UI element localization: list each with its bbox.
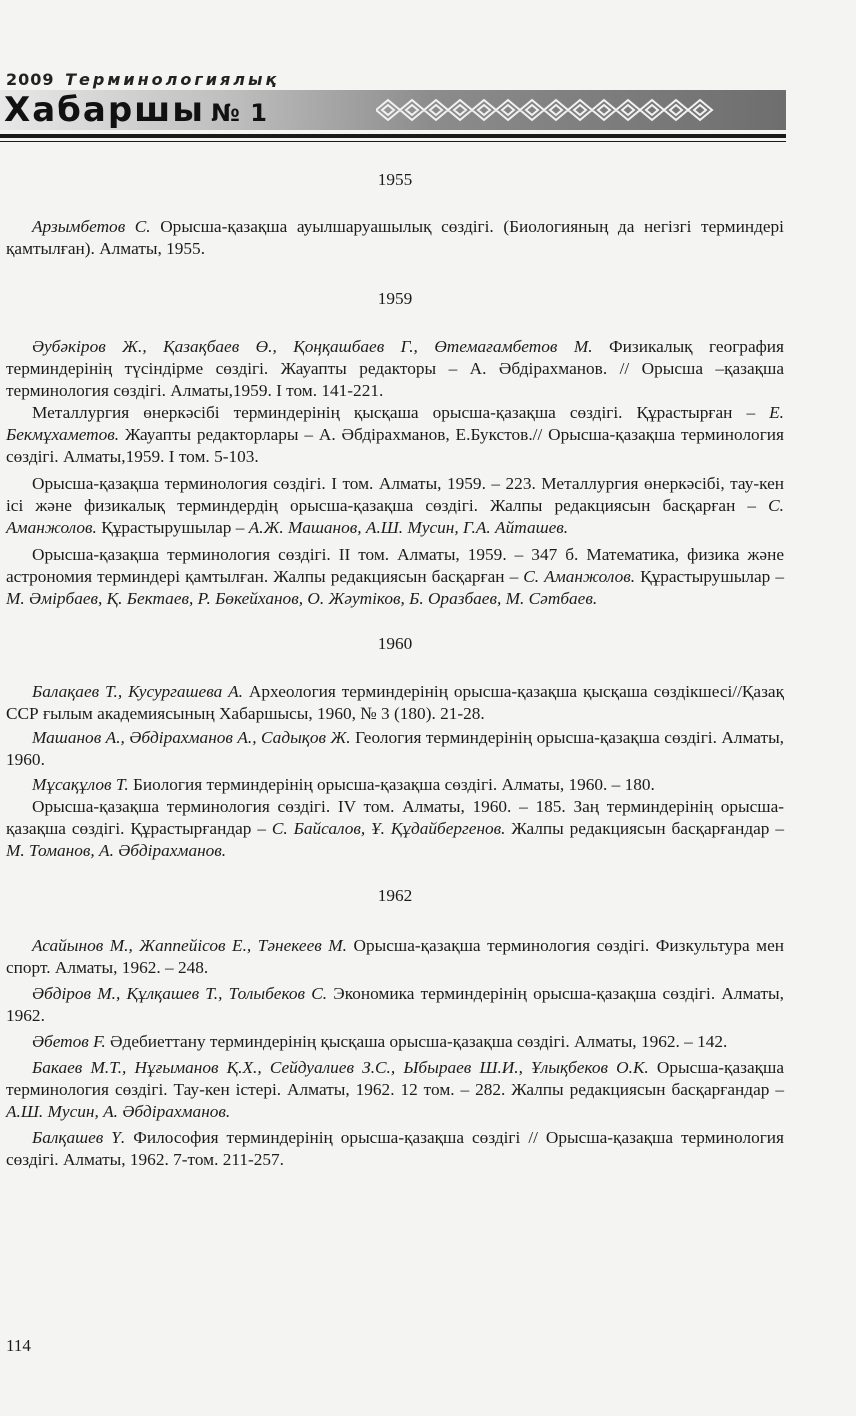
header-rule-thin	[0, 141, 786, 142]
entry-author-2: А.Ш. Мусин, А. Әбдірахманов.	[6, 1102, 231, 1121]
bib-entry	[6, 983, 784, 1027]
section-1959	[6, 288, 784, 610]
entry-text: Физикалық география терминдерінің түсіндірме сөздігі. Жауапты редакторы – А. Әбдірахманов. // Орысша –қазақша терминология сөздігі. Алматы,1959. I том. 141-221.	[6, 337, 785, 400]
bib-entry	[6, 402, 784, 468]
bib-entry	[6, 544, 784, 610]
entry-text: Экономика терминдерінің орысша-қазақша сөздігі. Алматы, 1962.	[6, 984, 784, 1025]
header-year-line	[6, 70, 279, 89]
running-header	[0, 68, 856, 158]
entry-author-2: А.Ж. Машанов, А.Ш. Мусин, Г.А. Айташев.	[248, 518, 569, 537]
entry-text: Биология терминдерінің орысша-қазақша сөздігі. Алматы, 1960. – 180.	[128, 775, 655, 794]
entry-author: Бакаев М.Т., Нұғыманов Қ.Х., Сейдуалиев З.С., Ыбыраев Ш.И., Ұлықбеков О.К.	[32, 1058, 649, 1077]
header-rule-thick	[0, 134, 786, 138]
entry-author: Балақаев Т., Кусургашева А.	[32, 682, 243, 701]
entry-text-pre: Орысша-қазақша терминология сөздігі. IV том. Алматы, 1960. – 185. Заң терминдерінің орысша-қазақша сөздігі. Құрастырғандар –	[6, 797, 784, 838]
entry-author-2: М. Әмірбаев, Қ. Бектаев, Р. Бөкейханов, О. Жәутіков, Б. Оразбаев, М. Сәтбаев.	[6, 589, 598, 608]
entry-author: С. Байсалов, Ұ. Құдайбергенов.	[271, 819, 506, 838]
header-title-line	[4, 90, 268, 133]
bib-entry	[6, 473, 784, 539]
header-journal-word: Терминологиялық	[65, 70, 280, 89]
entry-author: Балқашев Ү.	[32, 1128, 126, 1147]
entry-author: Е. Бекмұхаметов.	[6, 403, 784, 444]
entry-text: Әдебиеттану терминдерінің қысқаша орысша-қазақша сөздігі. Алматы, 1962. – 142.	[105, 1032, 728, 1051]
bib-entry	[6, 774, 784, 796]
bib-entry	[6, 216, 784, 260]
entry-text-pre: Орысша-қазақша терминология сөздігі. I том. Алматы, 1959. – 223. Металлургия өнеркәсібі, тау-кен ісі және физикалық терминдердің орысша-қазақша сөздігі. Жалпы редакциясын басқарған –	[6, 474, 784, 515]
entry-text: Жауапты редакторлары – А. Әбдірахманов, Е.Букстов.// Орысша-қазақша терминология сөздігі. Алматы,1959. I том. 5-103.	[6, 425, 784, 466]
entry-text: Геология терминдерінің орысша-қазақша сөздігі. Алматы, 1960.	[6, 728, 784, 769]
bib-entry	[6, 727, 784, 771]
bibliography-body	[6, 165, 784, 1171]
entry-text: Философия терминдерінің орысша-қазақша сөздігі // Орысша-қазақша терминология сөздігі. Алматы, 1962. 7-том. 211-257.	[6, 1128, 784, 1169]
bib-entry	[6, 796, 784, 862]
entry-author: Әубәкіров Ж., Қазақбаев Ө., Қоңқашбаев Г., Өтемағамбетов М.	[32, 337, 593, 356]
entry-text: Құрастырушылар –	[96, 518, 249, 537]
entry-text-pre: Металлургия өнеркәсібі терминдерінің қысқаша орысша-қазақша сөздігі. Құрастырған –	[32, 403, 770, 422]
bib-entry	[6, 336, 784, 402]
section-1955	[6, 169, 784, 264]
entry-author: С. Аманжолов.	[6, 496, 784, 537]
page-number: 114	[6, 1336, 31, 1355]
section-year: 1959	[377, 289, 413, 308]
bib-entry	[6, 1031, 784, 1053]
entry-author: Машанов А., Әбдірахманов А., Садықов Ж.	[32, 728, 351, 747]
journal-title: Хабаршы	[4, 90, 206, 130]
entry-author: Арзымбетов С.	[32, 217, 151, 236]
bib-entry	[6, 1057, 784, 1123]
entry-author-2: М. Томанов, А. Әбдірахманов.	[6, 841, 227, 860]
section-year: 1962	[377, 886, 413, 905]
entry-author: Асайынов М., Жаппейісов Е., Тәнекеев М.	[32, 936, 347, 955]
section-year: 1955	[377, 170, 413, 189]
entry-text: Құрастырушылар –	[635, 567, 784, 586]
section-1960	[6, 633, 784, 862]
entry-text-pre: Орысша-қазақша терминология сөздігі. II том. Алматы, 1959. – 347 б. Математика, физика және астрономия терминдері қамтылған. Жалпы редакциясын басқарған –	[6, 545, 784, 586]
entry-text: Орысша-қазақша терминология сөздігі. Физкультура мен спорт. Алматы, 1962. – 248.	[6, 936, 784, 977]
entry-text: Археология терминдерінің орысша-қазақша қысқаша сөздікшесі//Қазақ ССР ғылым академиясының Хабаршысы, 1960, № 3 (180). 21-28.	[6, 682, 784, 723]
bib-entry	[6, 681, 784, 725]
bib-entry	[6, 1127, 784, 1171]
entry-text: Орысша-қазақша терминология сөздігі. Тау-кен істері. Алматы, 1962. 12 том. – 282. Жалпы редакциясын басқарғандар –	[6, 1058, 784, 1099]
entry-text: Жалпы редакциясын басқарғандар –	[505, 819, 784, 838]
bib-entry	[6, 935, 784, 979]
entry-text: Орысша-қазақша ауылшаруашылық сөздігі. (Биологияның да негізгі терминдері қамтылған). Алматы, 1955.	[6, 217, 784, 258]
entry-author: Әбетов F.	[32, 1032, 106, 1051]
section-year: 1960	[377, 634, 413, 653]
header-year: 2009	[6, 70, 55, 89]
entry-author: Мұсақұлов Т.	[32, 775, 129, 794]
section-1962	[6, 885, 784, 1171]
entry-author: Әбдіров М., Құлқашев Т., Толыбеков С.	[32, 984, 328, 1003]
ornament-pattern	[376, 96, 736, 124]
entry-author: С. Аманжолов.	[523, 567, 636, 586]
issue-number: № 1	[211, 99, 268, 127]
